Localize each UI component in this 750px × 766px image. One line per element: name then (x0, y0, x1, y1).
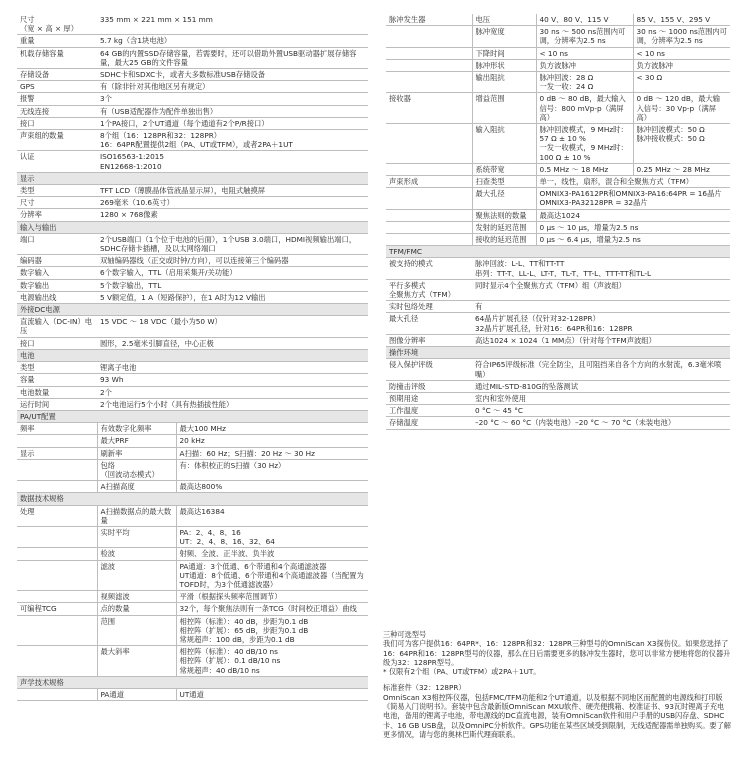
spec-row (17, 291, 368, 303)
left-spec-table (17, 14, 368, 701)
spec-cell: 15 VDC ～ 18 VDC（最小为50 W） (97, 316, 368, 337)
spec-cell: 平行多模式 全聚焦方式（TFM） (386, 279, 472, 300)
spec-cell: 机载存储容量 (17, 47, 97, 68)
spec-cell: 脉冲发生器 (386, 14, 472, 26)
spec-cell: 接口 (17, 337, 97, 349)
spec-row (17, 548, 368, 560)
spec-row (17, 560, 368, 591)
spec-row (17, 374, 368, 386)
notes-footnote: * 仅限有2个组（PA、UT或TFM）或2PA＋1UT。 (383, 667, 541, 677)
spec-cell: 1个PA接口，2个UT通道（每个通道有2个P/R接口） (97, 117, 368, 129)
spec-cell: 尺寸 (17, 197, 97, 209)
spec-cell (17, 591, 97, 603)
section-heading: 操作环境 (386, 347, 730, 359)
spec-row (386, 359, 730, 380)
spec-cell: 编码器 (17, 255, 97, 267)
spec-row (386, 93, 730, 124)
spec-cell: 有（USB适配器作为配件单独出售） (97, 105, 368, 117)
spec-row (17, 591, 368, 603)
spec-row (17, 172, 368, 184)
spec-row (17, 423, 368, 435)
spec-cell: 0 μs ～ 6.4 μs，增量为2.5 ns (536, 234, 730, 246)
spec-row (17, 676, 368, 688)
spec-cell: 40 V、80 V、115 V (536, 14, 633, 26)
spec-cell: 认证 (17, 151, 97, 172)
spec-cell: 32个，每个聚焦法则有一条TCG（时间校正增益）曲线 (176, 603, 368, 615)
spec-cell: 最大100 MHz (176, 423, 368, 435)
left-spec-column (17, 14, 368, 701)
spec-cell: 范围 (97, 615, 176, 646)
spec-cell: 滤波 (97, 560, 176, 591)
spec-cell: A扫描：60 Hz；S扫描：20 Hz ～ 30 Hz (176, 447, 368, 459)
spec-cell: 最大孔径 (472, 188, 536, 209)
spec-cell: 符合IP65评级标准（完全防尘，且可阻挡来自各个方向的水射流，6.3毫米喷嘴） (472, 359, 730, 380)
right-spec-column (386, 14, 730, 430)
spec-cell: 通过MIL-STD-810G的坠落测试 (472, 380, 730, 392)
spec-row (17, 447, 368, 459)
spec-cell: 有效数字化频率 (97, 423, 176, 435)
spec-cell: 输出阻抗 (472, 72, 536, 93)
spec-cell: 声束形成 (386, 176, 472, 188)
spec-cell: 最大斜率 (97, 646, 176, 677)
spec-cell: 2个电池运行5个小时（具有热插拔性能） (97, 398, 368, 410)
spec-cell (17, 646, 97, 677)
spec-cell: 报警 (17, 93, 97, 105)
spec-cell: 端口 (17, 233, 97, 254)
spec-cell: < 10 ns (536, 47, 633, 59)
spec-cell: 增益范围 (472, 93, 536, 124)
spec-cell: 图像分辨率 (386, 334, 472, 346)
spec-cell: 3个 (97, 93, 368, 105)
spec-cell: UT通道 (176, 688, 368, 700)
spec-cell: 室内和室外使用 (472, 392, 730, 404)
spec-row (17, 493, 368, 505)
spec-cell: 下降时间 (472, 47, 536, 59)
spec-cell: 工作温度 (386, 405, 472, 417)
spec-cell (386, 124, 472, 164)
spec-cell: 数字输入 (17, 267, 97, 279)
spec-row (386, 380, 730, 392)
spec-row (17, 93, 368, 105)
spec-cell: 20 kHz (176, 435, 368, 447)
spec-cell: 类型 (17, 362, 97, 374)
spec-cell (17, 481, 97, 493)
spec-cell: SDHC卡和SDXC卡，或者大多数标准USB存储设备 (97, 69, 368, 81)
spec-row (386, 124, 730, 164)
spec-cell: ISO16563-1:2015 EN12668-1:2010 (97, 151, 368, 172)
spec-cell (17, 688, 97, 700)
spec-cell: 可编程TCG (17, 603, 97, 615)
spec-cell: OMNIX3-PA1612PR和OMNIX3-PA16:64PR = 16晶片 OMNIX3-PA32128PR = 32晶片 (536, 188, 730, 209)
spec-cell (17, 526, 97, 547)
spec-cell: 实时平均 (97, 526, 176, 547)
spec-cell: 0 dB ～ 80 dB，最大输入信号：800 mVp-p（满屏高） (536, 93, 633, 124)
spec-row (17, 233, 368, 254)
spec-row (386, 258, 730, 279)
spec-cell: 存储温度 (386, 417, 472, 429)
spec-cell (17, 615, 97, 646)
section-heading: 电池 (17, 349, 368, 361)
spec-cell: 侵入保护评级 (386, 359, 472, 380)
spec-cell: 335 mm × 221 mm × 151 mm (97, 14, 368, 35)
spec-row (386, 176, 730, 188)
section-heading: PA/UT配置 (17, 410, 368, 422)
kit-paragraph: OmniScan X3相控阵仪器，包括FMC/TFM功能和2个UT通道，以及根据不同地区而配置的电源线和打印版《简易入门说明书》。套装中包含最新版OmniScan MXU软件、硬壳便携箱、校准证书、93瓦时锂离子充电电池，备用的锂离子电池，带电源线的DC直流电源，装有OmniScan软件和用户手册的USB闪存盘、SDHC卡、16 GB USB盘，以及OmniPC分析软件。GPS功能在某些区域受到限制，无线适配器需单独购买。要了解更多情况，请与您的奥林巴斯代理商联系。 (383, 692, 731, 739)
spec-cell: 扫查类型 (472, 176, 536, 188)
spec-row (386, 279, 730, 300)
spec-row (17, 505, 368, 526)
spec-row (17, 410, 368, 422)
spec-cell: 0.5 MHz ～ 18 MHz (536, 163, 633, 175)
spec-cell: 最高达16384 (176, 505, 368, 526)
spec-row (17, 615, 368, 646)
spec-row (386, 347, 730, 359)
spec-cell: 0 dB ～ 120 dB，最大输入信号：30 Vp-p（满屏高） (633, 93, 730, 124)
spec-row (17, 603, 368, 615)
spec-row (17, 47, 368, 68)
spec-cell: 6个数字输入，TTL（启用采集开/关功能） (97, 267, 368, 279)
spec-cell (386, 72, 472, 93)
spec-cell: 接收的延迟范围 (472, 234, 536, 246)
spec-row (386, 334, 730, 346)
spec-cell: 圆形，2.5毫米引脚直径，中心正极 (97, 337, 368, 349)
spec-row (17, 688, 368, 700)
spec-cell: 5个数字输出，TTL (97, 279, 368, 291)
spec-cell: 脉冲形状 (472, 59, 536, 71)
spec-cell: 高达1024 × 1024（1 MM点）（针对每个TFM声波组） (472, 334, 730, 346)
spec-cell: 数字输出 (17, 279, 97, 291)
right-spec-table (386, 14, 730, 430)
spec-cell (386, 163, 472, 175)
section-heading: TFM/FMC (386, 246, 730, 258)
spec-row (386, 221, 730, 233)
section-heading: 数据技术规格 (17, 493, 368, 505)
spec-cell: 相控阵（标准）：40 dB/10 ns 相控阵（扩展）：0.1 dB/10 ns 常规超声：40 dB/10 ns (176, 646, 368, 677)
spec-cell: GPS (17, 81, 97, 93)
spec-cell: 最大孔径 (386, 313, 472, 334)
spec-cell: 8个组（16：128PR和32：128PR） 16：64PR配置提供2组（PA、UT或TFM），或者2PA＋1UT (97, 130, 368, 151)
section-heading: 外接DC电源 (17, 304, 368, 316)
spec-row (17, 117, 368, 129)
spec-cell: 30 ns ～ 500 ns范围内可调，分辨率为2.5 ns (536, 26, 633, 47)
spec-cell (386, 234, 472, 246)
spec-cell: 直流输入（DC-IN）电压 (17, 316, 97, 337)
spec-cell: 93 Wh (97, 374, 368, 386)
spec-cell: 处理 (17, 505, 97, 526)
spec-cell: 系统带宽 (472, 163, 536, 175)
spec-row (17, 646, 368, 677)
spec-row (17, 14, 368, 35)
spec-cell: 容量 (17, 374, 97, 386)
spec-cell: 5.7 kg（含1块电池） (97, 35, 368, 47)
spec-row (386, 392, 730, 404)
spec-cell: 电池数量 (17, 386, 97, 398)
spec-cell: 接收器 (386, 93, 472, 124)
spec-cell: 视频滤波 (97, 591, 176, 603)
spec-cell: 运行时间 (17, 398, 97, 410)
spec-row (17, 105, 368, 117)
spec-row (386, 163, 730, 175)
spec-cell (386, 47, 472, 59)
spec-row (386, 59, 730, 71)
spec-row (386, 72, 730, 93)
spec-cell: 脉冲回波模式：50 Ω 脉冲接收模式：50 Ω (633, 124, 730, 164)
spec-cell: 负方波脉冲 (633, 59, 730, 71)
spec-cell: 最高达1024 (536, 209, 730, 221)
notes-models-paragraph: 我们可为客户提供16：64PR*、16：128PR和32：128PR三种型号的OmniScan X3探伤仪。如果您选择了16：64PR和16：128PR型号的仪器，那么在日后需要更多的脉冲发生器时，您可以非常方便地将您的仪器升级为32：128PR型号。 (383, 639, 731, 667)
spec-row (386, 209, 730, 221)
spec-row (17, 255, 368, 267)
spec-cell: 1280 × 768像素 (97, 209, 368, 221)
spec-cell: 实时包络处理 (386, 301, 472, 313)
kit-title: 标准套件（32：128PR） (383, 683, 466, 693)
spec-cell: 声束组的数量 (17, 130, 97, 151)
spec-row (17, 130, 368, 151)
spec-row (17, 209, 368, 221)
spec-row (17, 304, 368, 316)
spec-cell: 脉冲宽度 (472, 26, 536, 47)
spec-cell: 平滑（根据探头频率范围调节） (176, 591, 368, 603)
spec-row (17, 362, 368, 374)
spec-cell: 聚焦法则的数量 (472, 209, 536, 221)
spec-cell: 有：体积校正的S扫描（30 Hz） (176, 459, 368, 480)
spec-row (17, 316, 368, 337)
spec-cell (386, 188, 472, 209)
spec-cell: 点的数量 (97, 603, 176, 615)
section-heading: 显示 (17, 172, 368, 184)
spec-cell (17, 435, 97, 447)
spec-row (386, 405, 730, 417)
spec-cell: –20 °C ～ 60 °C（内装电池）–20 °C ～ 70 °C（未装电池） (472, 417, 730, 429)
spec-cell: 尺寸 （宽 × 高 × 厚） (17, 14, 97, 35)
spec-cell (386, 59, 472, 71)
spec-cell: 30 ns ～ 1000 ns范围内可调，分辨率为2.5 ns (633, 26, 730, 47)
spec-row (386, 188, 730, 209)
spec-cell: 脉冲回波：28 Ω 一发一收：24 Ω (536, 72, 633, 93)
spec-row (17, 481, 368, 493)
spec-row (17, 526, 368, 547)
spec-row (17, 81, 368, 93)
spec-cell: 2个USB端口（1个位于电池的后面），1个USB 3.0端口，HDMI视频输出端口，SDHC存储卡插槽，及以太网络端口 (97, 233, 368, 254)
spec-row (17, 349, 368, 361)
spec-cell: 发射的延迟范围 (472, 221, 536, 233)
spec-cell: < 10 ns (633, 47, 730, 59)
spec-cell (17, 560, 97, 591)
spec-cell: 0.25 MHz ～ 28 MHz (633, 163, 730, 175)
spec-cell: 刷新率 (97, 447, 176, 459)
spec-row (17, 386, 368, 398)
spec-cell: A扫描高度 (97, 481, 176, 493)
spec-cell: 64 GB的内置SSD存储容量，若需要时，还可以借助外置USB驱动器扩展存储容量，最大25 GB的文件容量 (97, 47, 368, 68)
spec-row (386, 47, 730, 59)
model-notes (383, 630, 731, 743)
spec-cell: 同时显示4个全聚焦方式（TFM）组（声波组） (472, 279, 730, 300)
spec-row (386, 234, 730, 246)
spec-row (17, 279, 368, 291)
section-heading: 声学技术规格 (17, 676, 368, 688)
spec-cell: 最高达800% (176, 481, 368, 493)
spec-row (386, 313, 730, 334)
spec-cell: 双轴编码器线（正交或时钟/方向），可以连接第三个编码器 (97, 255, 368, 267)
spec-cell: PA通道 (97, 688, 176, 700)
spec-cell: 脉冲回波模式，9 MHz时：57 Ω ± 10 % 一发一收模式，9 MHz时：100 Ω ± 10 % (536, 124, 633, 164)
spec-cell: 被支持的模式 (386, 258, 472, 279)
spec-row (17, 151, 368, 172)
spec-row (17, 185, 368, 197)
spec-cell: 分辨率 (17, 209, 97, 221)
spec-cell (17, 548, 97, 560)
spec-cell: 单一，线性，扇形，混合和全聚焦方式（TFM） (536, 176, 730, 188)
spec-cell (386, 209, 472, 221)
spec-row (17, 221, 368, 233)
spec-cell: PA通道：3个低通、6个带通和4个高通滤波器 UT通道：8个低通、6个带通和4个高通滤波器（当配置为TOFD时，为3个低通滤波器） (176, 560, 368, 591)
spec-row (17, 337, 368, 349)
spec-cell: 5 V额定值，1 A（短路保护），在1 A时为12 V输出 (97, 291, 368, 303)
section-heading: 输入与输出 (17, 221, 368, 233)
spec-cell (386, 26, 472, 47)
spec-cell: 64晶片扩展孔径（仅针对32-128PR） 32晶片扩展孔径，针对16：64PR和16：128PR (472, 313, 730, 334)
spec-cell: PA：2、4、8、16 UT：2、4、8、16、32、64 (176, 526, 368, 547)
spec-cell: 输入阻抗 (472, 124, 536, 164)
spec-cell: 射频、全波、正半波、负半波 (176, 548, 368, 560)
spec-cell: 0 °C ～ 45 °C (472, 405, 730, 417)
spec-cell: 有（除非针对其他地区另有规定） (97, 81, 368, 93)
spec-cell: 0 μs ～ 10 μs，增量为2.5 ns (536, 221, 730, 233)
spec-cell: 预期用途 (386, 392, 472, 404)
spec-cell (17, 459, 97, 480)
spec-cell: 无线连接 (17, 105, 97, 117)
spec-cell: 85 V、155 V、295 V (633, 14, 730, 26)
spec-cell: 接口 (17, 117, 97, 129)
spec-cell: 269毫米（10.6英寸） (97, 197, 368, 209)
spec-row (17, 398, 368, 410)
spec-row (17, 35, 368, 47)
spec-cell: 包络 （回波动态模式） (97, 459, 176, 480)
spec-cell: 最大PRF (97, 435, 176, 447)
spec-row (386, 26, 730, 47)
spec-row (17, 435, 368, 447)
spec-cell: 类型 (17, 185, 97, 197)
spec-cell: 防撞击评级 (386, 380, 472, 392)
spec-row (17, 267, 368, 279)
spec-cell: 电压 (472, 14, 536, 26)
spec-cell: 2个 (97, 386, 368, 398)
spec-row (386, 417, 730, 429)
spec-cell: 显示 (17, 447, 97, 459)
spec-cell: A扫描数据点的最大数量 (97, 505, 176, 526)
spec-cell: 检波 (97, 548, 176, 560)
spec-cell: 有 (472, 301, 730, 313)
spec-cell: 重量 (17, 35, 97, 47)
spec-row (386, 246, 730, 258)
spec-row (386, 301, 730, 313)
spec-row (17, 459, 368, 480)
spec-cell: 频率 (17, 423, 97, 435)
spec-row (386, 14, 730, 26)
spec-cell: 存储设备 (17, 69, 97, 81)
spec-cell: < 30 Ω (633, 72, 730, 93)
spec-cell (386, 221, 472, 233)
spec-cell: 锂离子电池 (97, 362, 368, 374)
spec-cell: 脉冲回波：L-L、TT和TT-TT 串列：TT-T、LL-L、LT-T、TL-T、TT-L、TTT-TT和TL-L (472, 258, 730, 279)
spec-row (17, 69, 368, 81)
spec-row (17, 197, 368, 209)
notes-title: 三种可选型号 (383, 630, 427, 639)
spec-cell: TFT LCD（薄膜晶体管液晶显示屏），电阻式触摸屏 (97, 185, 368, 197)
spec-cell: 电源输出线 (17, 291, 97, 303)
spec-cell: 负方波脉冲 (536, 59, 633, 71)
spec-cell: 相控阵（标准）：40 dB，步距为0.1 dB 相控阵（扩展）：65 dB，步距为0.1 dB 常规超声：100 dB，步距为0.1 dB (176, 615, 368, 646)
